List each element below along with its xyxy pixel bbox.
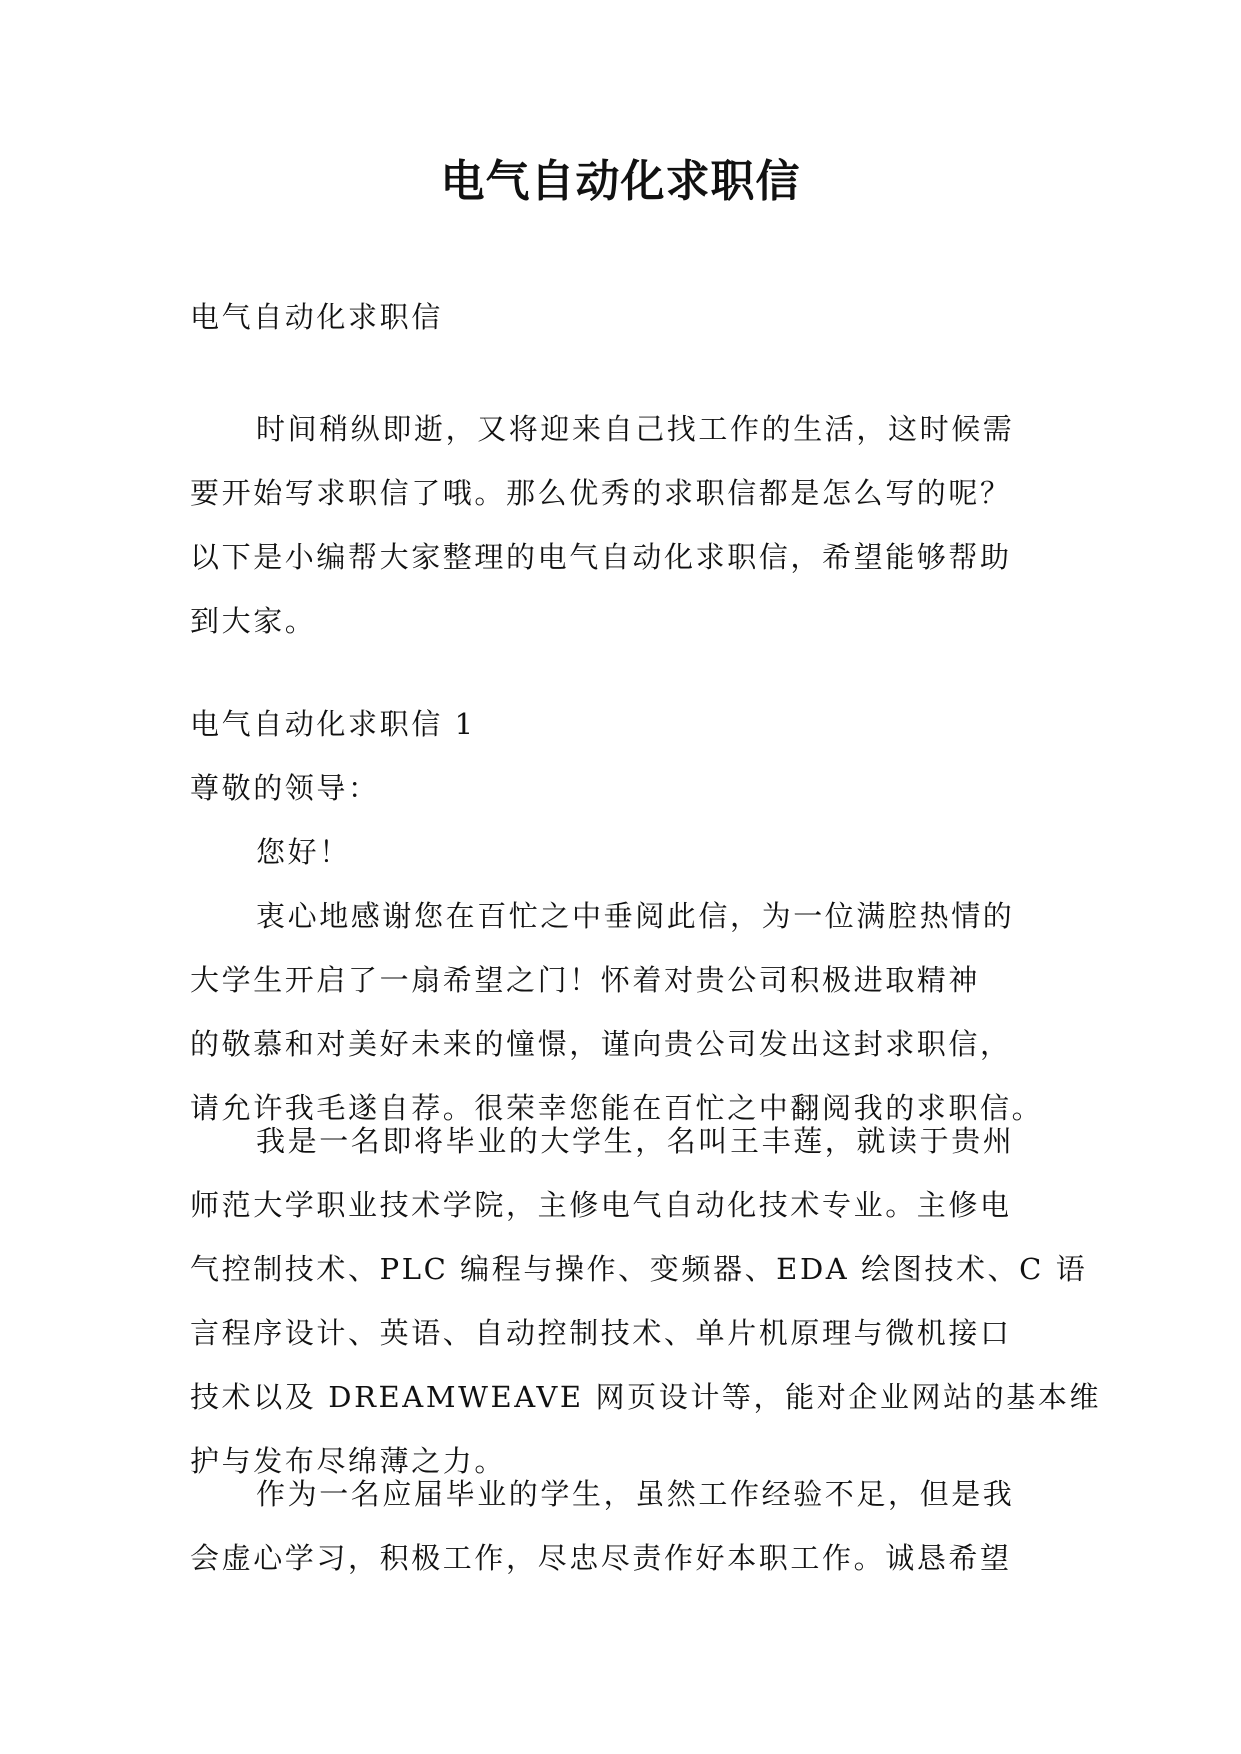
letter-paragraph-2 (190, 1109, 1102, 1493)
document-title: 电气自动化求职信 (440, 156, 801, 207)
paragraph-line: 护与发布尽绵薄之力。 (190, 1444, 507, 1478)
paragraph-line: 以下是小编帮大家整理的电气自动化求职信，希望能够帮助 (190, 540, 1012, 574)
salutation-text: 尊敬的领导： (190, 771, 380, 805)
paragraph-line: 作为一名应届毕业的学生，虽然工作经验不足，但是我 (256, 1477, 1015, 1511)
paragraph-line: 时间稍纵即逝，又将迎来自己找工作的生活，这时候需 (256, 412, 1015, 446)
paragraph-line: 气控制技术、PLC 编程与操作、变频器、EDA 绘图技术、C 语 (190, 1252, 1088, 1286)
greeting-text: 您好！ (256, 835, 351, 869)
greeting (190, 820, 1054, 884)
paragraph-line: 要开始写求职信了哦。那么优秀的求职信都是怎么写的呢？ (190, 476, 1012, 510)
paragraph-line: 大学生开启了一扇希望之门！怀着对贵公司积极进取精神 (190, 963, 981, 997)
intro-paragraph (190, 397, 1054, 653)
paragraph-line: 言程序设计、英语、自动控制技术、单片机原理与微机接口 (190, 1316, 1012, 1350)
salutation (190, 756, 1054, 820)
letter-paragraph-3 (190, 1462, 1054, 1590)
paragraph-line: 我是一名即将毕业的大学生，名叫王丰莲，就读于贵州 (256, 1124, 1015, 1158)
paragraph-line: 师范大学职业技术学院，主修电气自动化技术专业。主修电 (190, 1188, 1012, 1222)
paragraph-line: 衷心地感谢您在百忙之中垂阅此信，为一位满腔热情的 (256, 899, 1015, 933)
paragraph-line: 会虚心学习，积极工作，尽忠尽责作好本职工作。诚恳希望 (190, 1541, 1012, 1575)
letter-heading (190, 692, 1054, 756)
letter-paragraph-1 (190, 884, 1054, 1140)
paragraph-line: 请允许我毛遂自荐。很荣幸您能在百忙之中翻阅我的求职信。 (190, 1091, 1044, 1125)
paragraph-line: 的敬慕和对美好未来的憧憬，谨向贵公司发出这封求职信， (190, 1027, 1012, 1061)
paragraph-line: 到大家。 (190, 604, 317, 638)
paragraph-line: 技术以及 DREAMWEAVE 网页设计等，能对企业网站的基本维 (190, 1380, 1102, 1414)
subtitle-text: 电气自动化求职信 (190, 300, 443, 334)
letter-heading-text: 电气自动化求职信 1 (190, 707, 476, 741)
document-subtitle (190, 285, 1054, 349)
